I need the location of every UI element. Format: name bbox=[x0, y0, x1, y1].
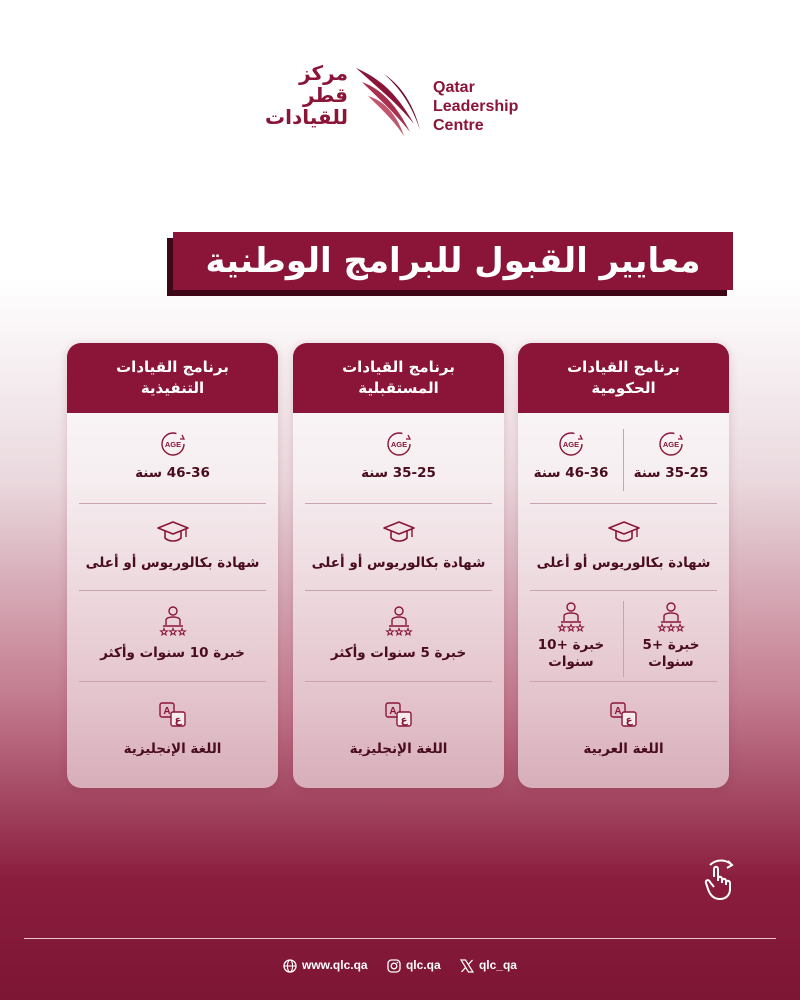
graduation-cap-icon bbox=[156, 519, 190, 545]
language-icon bbox=[384, 701, 414, 729]
program-title-line1: برنامج القيادات bbox=[567, 358, 680, 376]
logo-english bbox=[433, 78, 518, 135]
degree-section bbox=[305, 519, 492, 571]
age-25-35 bbox=[626, 431, 716, 482]
divider bbox=[79, 681, 266, 682]
age-icon bbox=[158, 431, 188, 457]
degree-section bbox=[530, 519, 717, 571]
divider bbox=[305, 590, 492, 591]
experience-section bbox=[79, 605, 266, 661]
degree-text: شهادة بكالوريوس أو أعلى bbox=[536, 555, 711, 571]
x-logo-icon bbox=[460, 959, 474, 973]
person-stars-icon bbox=[384, 605, 414, 637]
svg-text:ع: ع bbox=[400, 715, 407, 726]
svg-text:A: A bbox=[388, 706, 397, 717]
footer-x[interactable] bbox=[460, 958, 517, 973]
svg-text:AGE: AGE bbox=[562, 440, 580, 449]
program-title-line2: الحكومية bbox=[591, 379, 656, 397]
language-text: اللغة العربية bbox=[583, 741, 664, 757]
language-section bbox=[530, 701, 717, 757]
page-title: معايير القبول للبرامج الوطنية bbox=[173, 232, 733, 290]
globe-icon bbox=[283, 959, 297, 973]
svg-text:AGE: AGE bbox=[390, 440, 407, 449]
degree-section bbox=[79, 519, 266, 571]
experience-text: خبرة 10 سنوات وأكثر bbox=[100, 645, 245, 661]
age-section bbox=[305, 431, 492, 481]
wing-logo-icon bbox=[354, 66, 428, 138]
website-text: www.qlc.qa bbox=[302, 958, 368, 973]
program-title-line1: برنامج القيادات bbox=[116, 358, 229, 376]
title-banner bbox=[167, 232, 733, 298]
age-section bbox=[79, 431, 266, 481]
language-icon bbox=[609, 701, 639, 729]
program-title bbox=[293, 343, 504, 413]
age-text: 35-25 سنة bbox=[633, 465, 709, 481]
footer-website[interactable] bbox=[283, 958, 368, 973]
age-divider bbox=[623, 429, 624, 491]
footer-divider bbox=[24, 938, 776, 939]
logo-arabic bbox=[258, 62, 348, 128]
swipe-hand-icon bbox=[700, 857, 744, 901]
footer-instagram[interactable] bbox=[387, 958, 441, 973]
program-card-executive bbox=[67, 343, 278, 788]
age-36-46 bbox=[526, 431, 616, 482]
age-text: 46-36 سنة bbox=[135, 465, 210, 481]
program-title bbox=[67, 343, 278, 413]
program-title bbox=[518, 343, 729, 413]
language-section bbox=[305, 701, 492, 757]
divider bbox=[530, 503, 717, 504]
age-icon bbox=[656, 431, 686, 457]
logo-arabic-line3: للقيادات bbox=[265, 105, 348, 129]
language-icon bbox=[158, 701, 188, 729]
logo-english-line2: Leadership bbox=[433, 98, 519, 115]
experience-line1: خبرة +10 bbox=[537, 637, 605, 653]
degree-text: شهادة بكالوريوس أو أعلى bbox=[311, 555, 486, 571]
age-text: 35-25 سنة bbox=[361, 465, 436, 481]
graduation-cap-icon bbox=[382, 519, 416, 545]
logo-english-line1: Qatar bbox=[433, 79, 475, 96]
degree-text: شهادة بكالوريوس أو أعلى bbox=[85, 555, 260, 571]
divider bbox=[79, 590, 266, 591]
experience-section bbox=[305, 605, 492, 661]
graduation-cap-icon bbox=[607, 519, 641, 545]
footer bbox=[0, 958, 800, 980]
age-text: 46-36 سنة bbox=[533, 465, 609, 481]
divider bbox=[305, 681, 492, 682]
program-title-line1: برنامج القيادات bbox=[342, 358, 455, 376]
divider bbox=[305, 503, 492, 504]
svg-text:AGE: AGE bbox=[662, 440, 680, 449]
language-text: اللغة الإنجليزية bbox=[123, 741, 222, 757]
program-title-line2: المستقبلية bbox=[358, 379, 439, 397]
language-section bbox=[79, 701, 266, 757]
person-stars-icon bbox=[556, 601, 586, 633]
logo-english-line3: Centre bbox=[433, 117, 484, 134]
svg-text:ع: ع bbox=[625, 715, 632, 726]
age-icon bbox=[556, 431, 586, 457]
age-icon bbox=[384, 431, 414, 457]
divider bbox=[530, 681, 717, 682]
program-card-future bbox=[293, 343, 504, 788]
experience-line2: سنوات bbox=[548, 654, 594, 670]
person-stars-icon bbox=[656, 601, 686, 633]
person-stars-icon bbox=[158, 605, 188, 637]
divider bbox=[79, 503, 266, 504]
logo-arabic-line2: قطر bbox=[302, 83, 348, 107]
experience-line2: سنوات bbox=[648, 654, 694, 670]
divider bbox=[530, 590, 717, 591]
svg-text:A: A bbox=[162, 706, 171, 717]
program-title-line2: التنفيذية bbox=[140, 379, 205, 397]
language-text: اللغة الإنجليزية bbox=[349, 741, 448, 757]
instagram-icon bbox=[387, 959, 401, 973]
svg-text:A: A bbox=[613, 706, 622, 717]
experience-10 bbox=[526, 601, 616, 671]
svg-text:ع: ع bbox=[174, 715, 181, 726]
svg-text:AGE: AGE bbox=[164, 440, 181, 449]
instagram-text: qlc.qa bbox=[405, 958, 441, 973]
logo-arabic-line1: مركز bbox=[299, 61, 348, 85]
experience-5 bbox=[626, 601, 716, 671]
logo bbox=[258, 62, 548, 142]
program-card-government bbox=[518, 343, 729, 788]
x-text: qlc_qa bbox=[478, 958, 517, 973]
experience-divider bbox=[623, 601, 624, 677]
experience-line1: خبرة +5 bbox=[642, 637, 700, 653]
experience-text: خبرة 5 سنوات وأكثر bbox=[330, 645, 467, 661]
